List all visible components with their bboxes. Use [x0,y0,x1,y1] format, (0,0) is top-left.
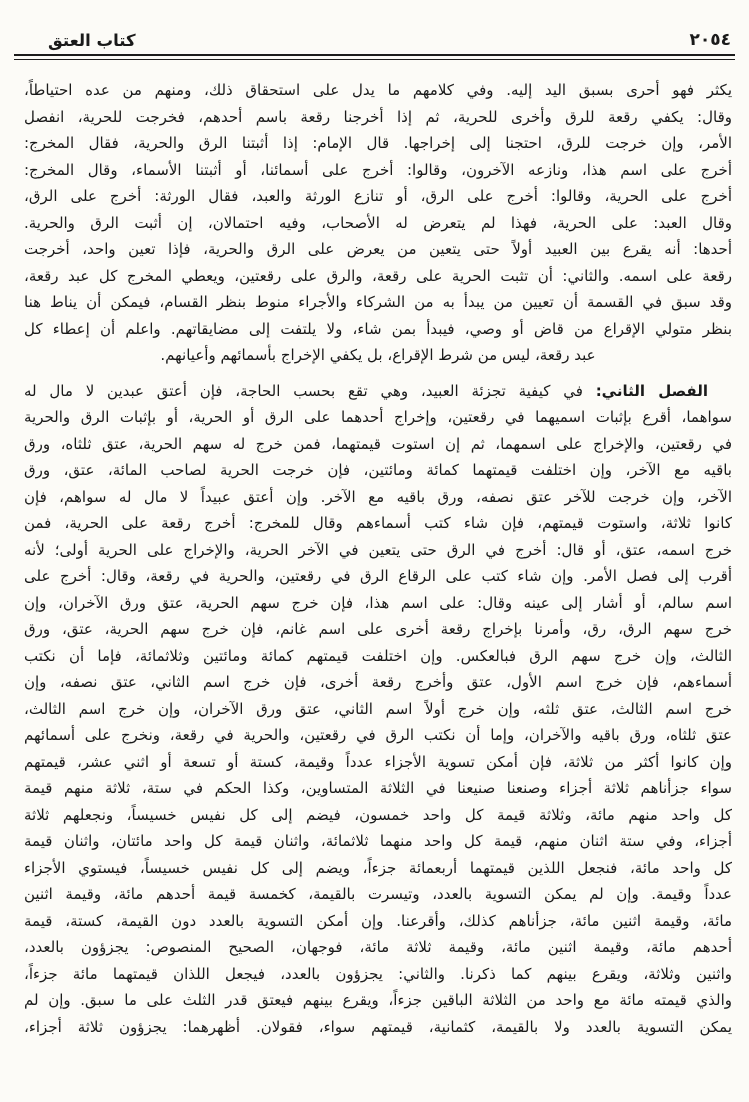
text-line: في رقعتين، والإخراج على اسمهما، ثم إن استوت قيمتهما، فمن خرج له سهم الحرية، عتق ثلثاه، ورق [24,434,732,453]
page-number: ٢٠٥٤ [689,30,731,50]
paragraph-fasl-thani [24,378,732,1041]
text-line: أخرج على اسم هذا، ونازعه الآخرون، وقالوا: أخرج على أسمائنا، أو أثبتنا الأسماء، وقال المخرج: [24,160,732,179]
text-line: أحدها: أنه يقرع بين العبيد أولاً حتى يتعين من يعرض على الرق والحرية، فإذا تعين واحد، أخرجت [24,240,732,258]
text-line: بنظر متولي الإقراع من قاض أو وصي، فيبدأ بمن شاء، ولا يلتفت إلى مضايقاتهم. واعلم أن إعطاء كل [24,319,732,338]
text-line: والذي قيمته مائة مع واحد من الثلاثة الباقين جزءاً، ويقرع بينهم فيعتق قدر الثلث على ما سبق. وإن لم [24,991,732,1009]
text-line: أجزاء، وفي ستة اثنان منهم، قيمة كل واحد منهما ثلاثمائة، واثنان قيمة كل واحد مائتان، واثنان قيمة [24,832,732,850]
text-line: وإن كانوا أكثر من ثلاثة، فإن أمكن تسوية الأجزاء عدداً وقيمة، كستة أو تسعة أو اثني عشر، قيمتهم [24,752,732,771]
text-line: أخرج على الحرية، وقالوا: أخرج على الرق، أو تنازع الورثة والعبد، فقال الورثة: أخرج على الرق، [24,187,732,205]
text-line: وقال العبد: على الحرية، فهذا لم يتعرض له الأصحاب، وفيه احتمالان، إن أثبت الرق والحرية. [24,213,732,232]
text-line: الآخر، وإن خرجت للآخر عتق نصفه، ورق باقيه مع الآخر. وإن أعتق عبيداً لا مال له سواهم، فإن [24,487,732,506]
text-line: وقال: يكفي رقعة للرق وأخرى للحرية، ثم إذا أخرجنا رقعة باسم أحدهم، فخرجت للحرية، انفصل [24,107,732,126]
text-line: باقيه مع الآخر، وإن اختلفت قيمتهما كمائة ومائتين، فإن خرجت الحرية لصاحب المائة، عتق، ورق [24,461,732,479]
text-line: يكثر فهو أحرى بسبق اليد إليه. وفي كلامهم ما يدل على استحقاق ذلك، ومنهم من عده احتياطاً، [24,81,732,99]
text-line: أحدهم مائة، وقيمة اثنين مائة، وقيمة ثلاثة مائة، فوجهان، الصحيح المنصوص: يجزؤون بالعدد، [24,938,732,956]
text-line: أسماءهم، فإن خرج اسم الأول، عتق وأخرج رقعة أخرى، فإن خرج اسم الثاني، عتق نصفه، وإن [24,673,732,691]
text-line: عتق ثلثاه، ورق باقيه والآخران، وإما أن نكتب الرق في رقعتين، والحرية في رقعة، ونخرج على أسمائهم [24,726,732,744]
text-line: أقرب إلى فصل الأمر. وإن شاء كتب على الرقاع الرق في رقعتين، والحرية في رقعة، وقال: أخرج على [24,567,732,585]
text-line: خرج سهم الرق، رق، وأمرنا بإخراج رقعة أخرى على اسم غانم، فإن خرج سهم الحرية، عتق، ورق [24,620,732,638]
text-line: الأمر، وإن خرجت للرق، احتجنا إلى إخراجها. قال الإمام: إذا أثبتنا الرق والحرية، فقال المخرج: [24,134,732,152]
text-line: عبد رقعة، ليس من شرط الإقراع، بل يكفي الإخراج بأسمائهم وأعيانهم. [160,346,596,364]
text-line: واثنين وثلاثة، ويقرع بينهم كما ذكرنا. والثاني: يجزؤون بالعدد، فيجعل اللذان قيمتهما مائة جزءاً، [24,964,732,983]
text-line: سواء جزأناهم ثلاثة أجزاء وصنعنا صنيعنا في الثلاثة المتساوين، وكذا الحكم في ستة، ثلاثة منهم قيمة [24,779,732,797]
text-line: خرج اسم الثالث، عتق ثلثه، وإن خرج أولاً اسم الثاني، عتق ورق الآخران، وإن خرج اسم الثالث، [24,699,732,718]
text-line: اسم سالم، أو أشار إلى عينه وقال: على اسم هذا، فإن خرج سهم الحرية، عتق ورق الآخران، وإن [24,593,732,612]
text-line: مائة، وقيمة اثنين مائة، جزأناهم كذلك، وأقرعنا. وإن أمكن التسوية بالعدد دون القيمة، كستة، قيمة [24,911,732,930]
text-line: رقعة على اسمه. والثاني: أن تثبت الحرية على رقعة، والرق على رقعتين، ويعطي المخرج كل عبد رقعة، [24,266,732,285]
text-line: عدداً وقيمة. وإن لم يمكن التسوية بالعدد، وتيسرت بالقيمة، كخمسة قيمة أحدهم مائة، وقيمة اثنين [24,885,732,903]
text-line: كل واحد منهم مائة، وثلاثة قيمة كل واحد خمسون، فيضم إلى كل نفيس خسيساً، ونجعلهم ثلاثة [24,805,732,824]
chapter-title: كتاب العتق [48,31,136,50]
text-line: كانوا ثلاثة، واستوت قيمتهم، فإن شاء كتب أسماءهم وقال للمخرج: أخرج رقعة على الحرية، فمن [24,514,732,532]
text-line: يمكن التسوية بالعدد ولا بالقيمة، كثمانية، قيمتهم سواء، فقولان. أظهرهما: يجزؤون ثلاثة أجزاء، [24,1017,732,1036]
text-line: الفصل الثاني: في كيفية تجزئة العبيد، وهي تقع بحسب الحاجة، فإن أعتق عبدين لا مال له [24,381,709,400]
paragraph-continuation [24,77,732,369]
body-text [0,60,749,1040]
text-line: خرج اسمه، عتق، أو قال: أخرج في الرق حتى يتعين في الآخر الحرية، والإخراج على الحرية أولى؛ لأنه [24,540,732,559]
page-header [0,0,749,54]
text-line: سواهما، أقرع بإثبات اسميهما في رقعتين، وإخراج أحدهما على الرق أو الحرية، أو بإثبات الرق والحرية [24,408,732,426]
text-line: وقد سبق في القسمة أن تعيين من يبدأ به من الشركاء والأجراء منوط بنظر القسام، فيمكن أن يناط هنا [24,293,732,311]
section-heading: الفصل الثاني: [595,381,709,400]
text-line: الثالث، وإن خرج سهم الرق فبالعكس. وإن اختلفت قيمتهم كمائة ومائتين وثلاثمائة، فإما أن نكتب [24,646,732,665]
text-line: كل واحد مائة، فنجعل اللذين قيمتهما أربعمائة جزءاً، ويضم إلى كل نفيس خسيساً، فيستوي الأجزاء [24,858,732,877]
